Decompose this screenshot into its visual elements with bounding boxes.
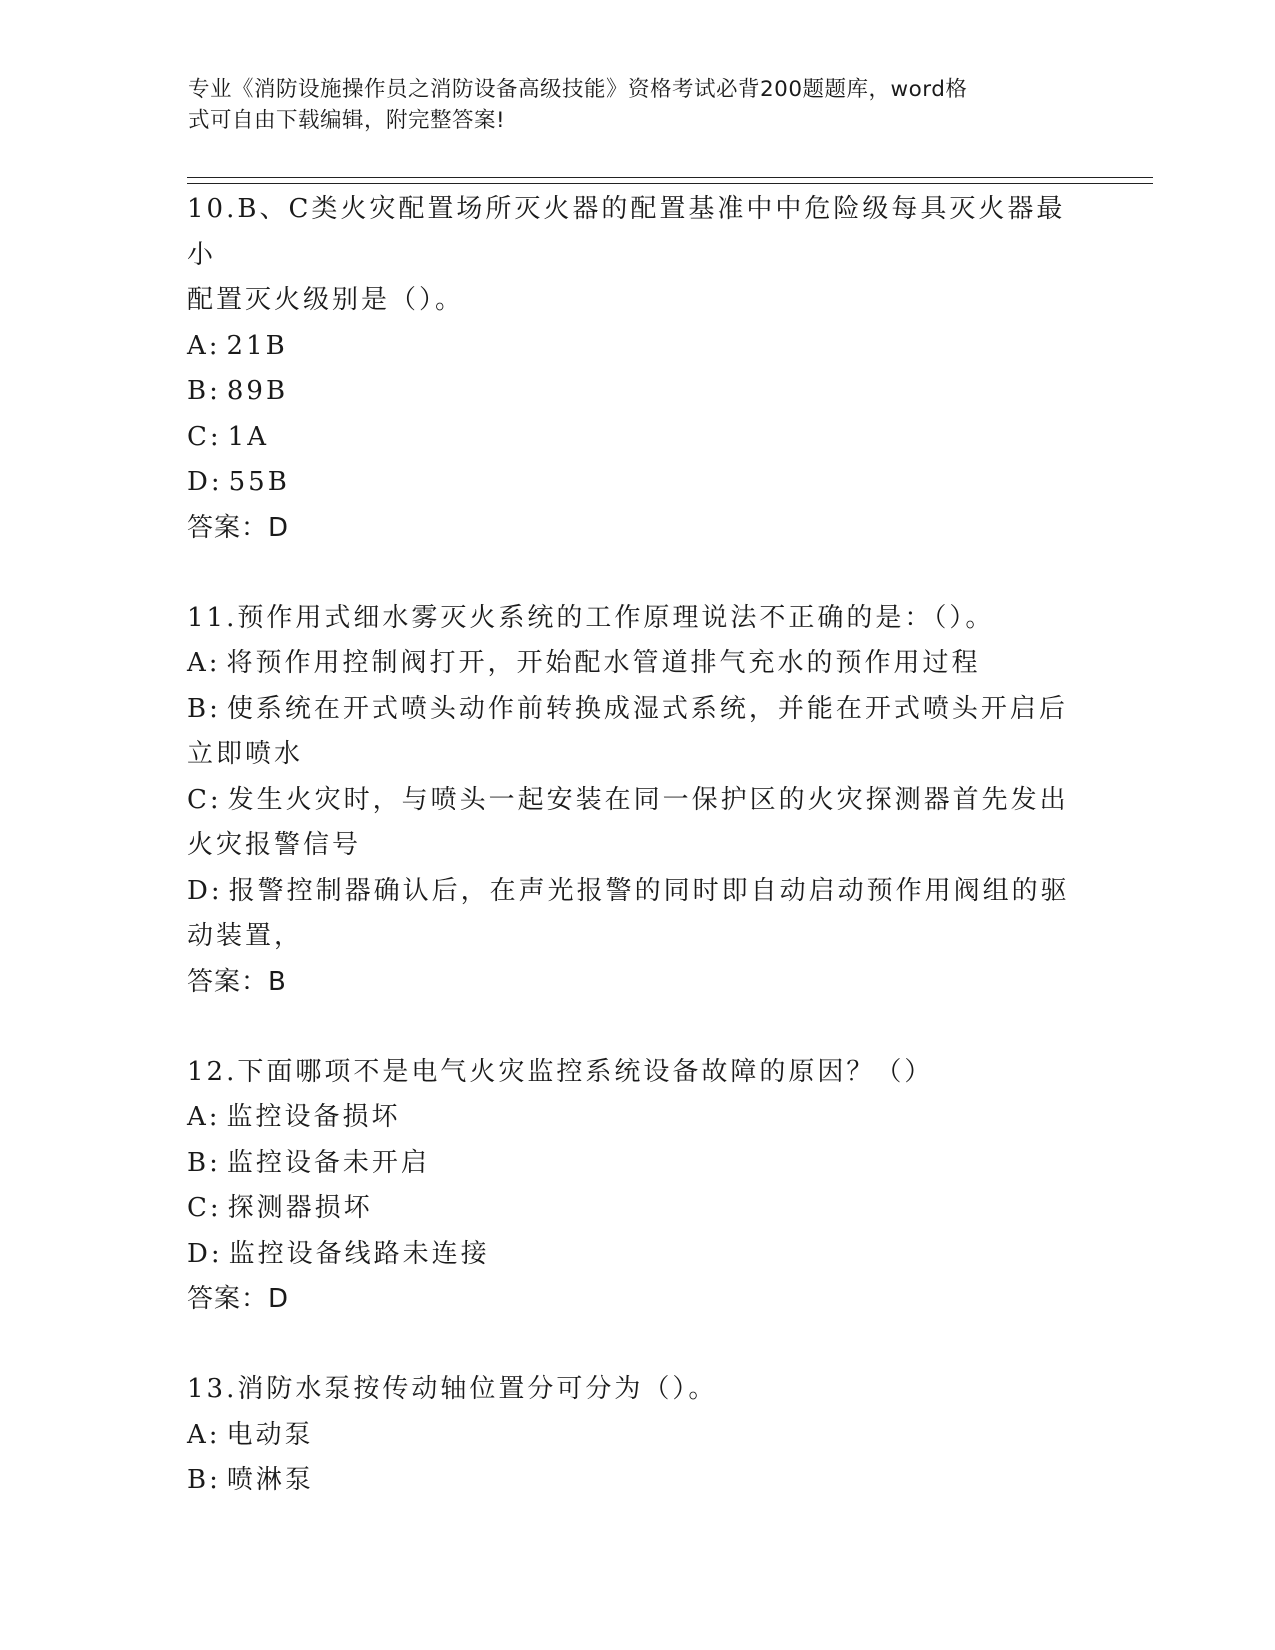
option-label: A:: [187, 1102, 221, 1132]
option-c: [187, 1186, 1087, 1232]
question-gap: [187, 1321, 1087, 1367]
option-label: C:: [187, 421, 222, 452]
option-text: 55B: [228, 467, 290, 497]
question-gap: [187, 550, 1087, 596]
answer-line: 答案：D: [187, 512, 290, 543]
option-text: 监控设备线路未连接: [228, 1238, 490, 1269]
question-13: [187, 1367, 1087, 1504]
option-text: 89B: [226, 376, 289, 406]
option-b-continued: 立即喷水: [187, 739, 304, 769]
option-label: B:: [187, 1465, 221, 1495]
option-label: A:: [187, 1419, 221, 1450]
option-label: A:: [187, 330, 221, 361]
option-text: 探测器损坏: [227, 1193, 373, 1223]
option-label: D:: [187, 467, 223, 497]
option-text: 监控设备未开启: [226, 1147, 430, 1178]
option-text: 报警控制器确认后，在声光报警的同时即自动启动预作用阀组的驱: [228, 875, 1070, 906]
option-text: 监控设备损坏: [226, 1102, 401, 1132]
option-text: 发生火灾时，与喷头一起安装在同一保护区的火灾探测器首先发出: [227, 784, 1069, 815]
option-a: [187, 1413, 1087, 1459]
option-text: 电动泵: [226, 1419, 314, 1450]
answer-line: 答案：D: [187, 1284, 290, 1314]
option-c: [187, 778, 1087, 824]
question-text: 13.消防水泵按传动轴位置分可分为（）。: [187, 1374, 718, 1404]
question-10: [187, 187, 1087, 550]
option-label: B:: [187, 693, 221, 724]
option-label: D:: [187, 875, 223, 906]
question-list: [187, 187, 1087, 1504]
option-label: A:: [187, 648, 221, 678]
option-text: 使系统在开式喷头动作前转换成湿式系统，并能在开式喷头开启后: [226, 693, 1068, 724]
header-line-1: 专业《消防设施操作员之消防设备高级技能》资格考试必背200题题库，word格: [188, 77, 968, 102]
question-text: 11.预作用式细水雾灭火系统的工作原理说法不正确的是：（）。: [187, 602, 995, 633]
option-text: 喷淋泵: [226, 1465, 314, 1495]
header-rule-bottom: [187, 183, 1153, 184]
question-gap: [187, 1004, 1087, 1050]
option-c: [187, 415, 1087, 461]
option-d: [187, 1232, 1087, 1278]
question-11: [187, 596, 1087, 1004]
option-text: 将预作用控制阀打开，开始配水管道排气充水的预作用过程: [226, 648, 981, 678]
option-text: 21B: [226, 330, 288, 361]
option-a: [187, 1095, 1087, 1141]
option-label: D:: [187, 1238, 223, 1269]
question-text: 12.下面哪项不是电气火灾监控系统设备故障的原因？（）: [187, 1056, 934, 1087]
option-label: C:: [187, 1193, 222, 1223]
option-text: 1A: [227, 421, 269, 452]
question-12: [187, 1050, 1087, 1322]
document-header: [188, 74, 1068, 136]
option-label: C:: [187, 784, 222, 815]
option-a: [187, 641, 1087, 687]
option-label: B:: [187, 1147, 221, 1178]
option-b: [187, 1141, 1087, 1187]
option-b: [187, 369, 1087, 415]
option-a: [187, 324, 1087, 370]
option-d: [187, 460, 1087, 506]
option-c-continued: 火灾报警信号: [187, 830, 362, 860]
option-b: [187, 687, 1087, 733]
question-text: 10.B、C类火灾配置场所灭火器的配置基准中中危险级每具灭火器最小: [187, 194, 1066, 270]
question-text-continued: 配置灭火级别是（）。: [187, 285, 465, 315]
option-label: B:: [187, 376, 221, 406]
header-rule-top: [187, 177, 1153, 178]
option-d: [187, 869, 1087, 915]
option-d-continued: 动装置，: [187, 921, 304, 951]
answer-line: 答案：B: [187, 966, 287, 997]
option-b: [187, 1458, 1087, 1504]
header-line-2: 式可自由下载编辑，附完整答案!: [188, 108, 506, 133]
